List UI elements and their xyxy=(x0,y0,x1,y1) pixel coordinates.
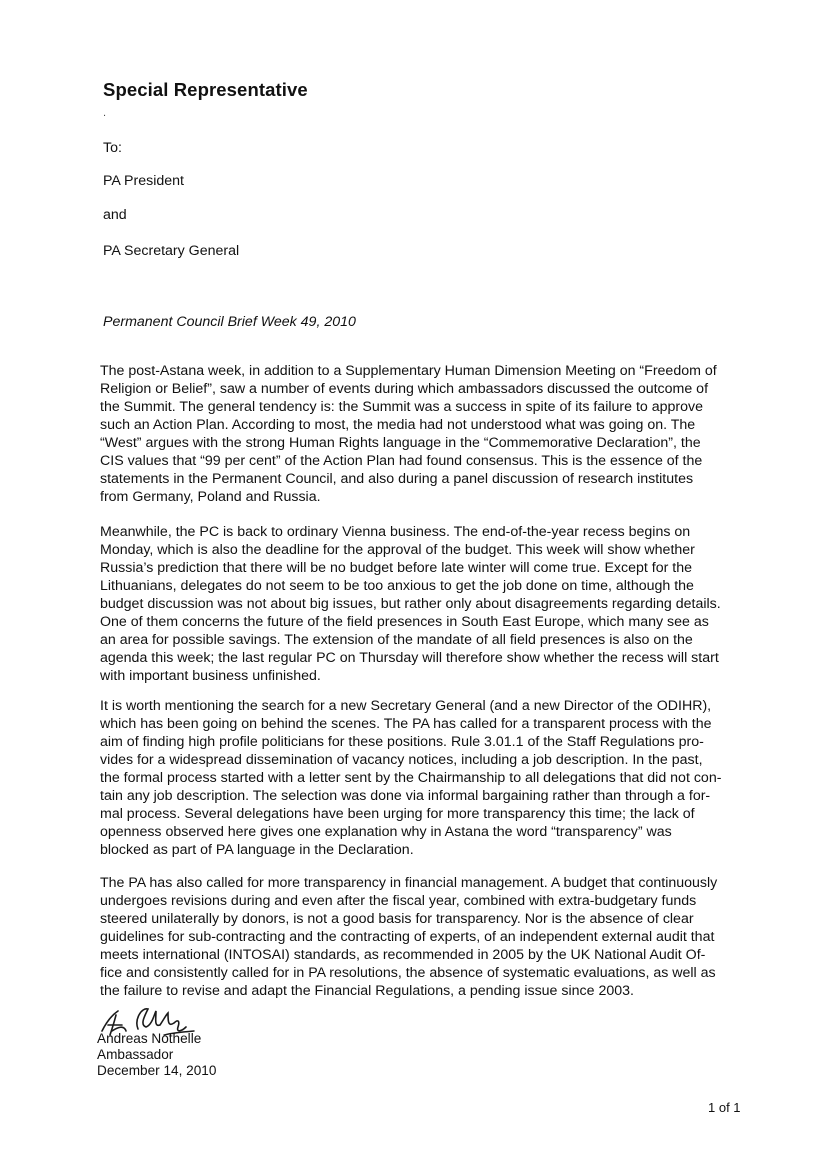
document-heading: Special Representative xyxy=(103,79,308,100)
paragraph-line: guidelines for sub-contracting and the contracting of experts, of an independent external audit that xyxy=(100,929,715,945)
paragraph-4 xyxy=(100,874,742,1000)
paragraph-line: such an Action Plan. According to most, the media had not understood what was going on. The xyxy=(100,417,696,433)
paragraph-line: One of them concerns the future of the field presences in South East Europe, which many see as xyxy=(100,614,709,630)
paragraph-line: The post-Astana week, in addition to a Supplementary Human Dimension Meeting on “Freedom of xyxy=(100,363,717,379)
paragraph-line: blocked as part of PA language in the Declaration. xyxy=(100,842,414,858)
signatory-title: Ambassador xyxy=(97,1047,174,1062)
paragraph-line: openness observed here gives one explanation why in Astana the word “transparency” was xyxy=(100,824,672,840)
paragraph-line: “West” argues with the strong Human Rights language in the “Commemorative Declaration”, the xyxy=(100,435,701,451)
paragraph-line: statements in the Permanent Council, and also during a panel discussion of research institutes xyxy=(100,471,694,487)
address-to: To: xyxy=(103,140,122,156)
paragraph-line: undergoes revisions during and even after the fiscal year, combined with extra-budgetary funds xyxy=(100,893,697,909)
signatory-name: Andreas Nothelle xyxy=(97,1031,202,1046)
paragraph-line: from Germany, Poland and Russia. xyxy=(100,489,321,505)
paragraph-line: Russia’s prediction that there will be no budget before late winter will come true. Except for the xyxy=(100,560,692,576)
paragraph-line: Lithuanians, delegates do not seem to be too anxious to get the job done on time, although the xyxy=(100,578,694,594)
paragraph-line: Meanwhile, the PC is back to ordinary Vienna business. The end-of-the-year recess begins on xyxy=(100,524,691,540)
paragraph-line: Religion or Belief”, saw a number of events during which ambassadors discussed the outcome of xyxy=(100,381,709,397)
paragraph-1 xyxy=(100,362,742,506)
paragraph-line: with important business unfinished. xyxy=(100,668,321,684)
paragraph-line: meets international (INTOSAI) standards, as recommended in 2005 by the UK National Audit Of- xyxy=(100,947,706,963)
recipient-pa-president: PA President xyxy=(103,173,184,189)
letter-date: December 14, 2010 xyxy=(97,1063,217,1078)
paragraph-line: the Summit. The general tendency is: the Summit was a success in spite of its failure to approve xyxy=(100,399,703,415)
paragraph-line: agenda this week; the last regular PC on Thursday will therefore show whether the recess will start xyxy=(100,650,719,666)
paragraph-3 xyxy=(100,697,742,859)
address-conjunction: and xyxy=(103,207,127,223)
paragraph-line: fice and consistently called for in PA resolutions, the absence of systematic evaluations, as well as xyxy=(100,965,716,981)
paragraph-line: vides for a widespread dissemination of vacancy notices, including a job description. In the past, xyxy=(100,752,703,768)
paragraph-line: aim of finding high profile politicians for these positions. Rule 3.01.1 of the Staff Regulations pro- xyxy=(100,734,704,750)
paragraph-2 xyxy=(100,523,742,685)
recipient-pa-secretary-general: PA Secretary General xyxy=(103,243,240,259)
paragraph-line: mal process. Several delegations have been urging for more transparency this time; the lack of xyxy=(100,806,695,822)
stray-mark: . xyxy=(103,107,107,119)
paragraph-line: steered unilaterally by donors, is not a good basis for transparency. Nor is the absence of clear xyxy=(100,911,694,927)
paragraph-line: tain any job description. The selection was done via informal bargaining rather than through a for- xyxy=(100,788,711,804)
paragraph-line: an area for possible savings. The extension of the mandate of all field presences is also on the xyxy=(100,632,693,648)
paragraph-line: budget discussion was not about big issues, but rather only about disagreements regarding details. xyxy=(100,596,721,612)
paragraph-line: the formal process started with a letter sent by the Chairmanship to all delegations that did not con- xyxy=(100,770,722,786)
paragraph-line: which has been going on behind the scenes. The PA has called for a transparent process with the xyxy=(100,716,712,732)
paragraph-line: It is worth mentioning the search for a new Secretary General (and a new Director of the ODIHR), xyxy=(100,698,712,714)
page-number: 1 of 1 xyxy=(708,1100,741,1115)
paragraph-line: CIS values that “99 per cent” of the Action Plan had found consensus. This is the essence of the xyxy=(100,453,703,469)
paragraph-line: The PA has also called for more transparency in financial management. A budget that continuously xyxy=(100,875,718,891)
paragraph-line: the failure to revise and adapt the Financial Regulations, a pending issue since 2003. xyxy=(100,983,634,999)
brief-subject: Permanent Council Brief Week 49, 2010 xyxy=(103,314,356,330)
paragraph-line: Monday, which is also the deadline for the approval of the budget. This week will show whether xyxy=(100,542,695,558)
